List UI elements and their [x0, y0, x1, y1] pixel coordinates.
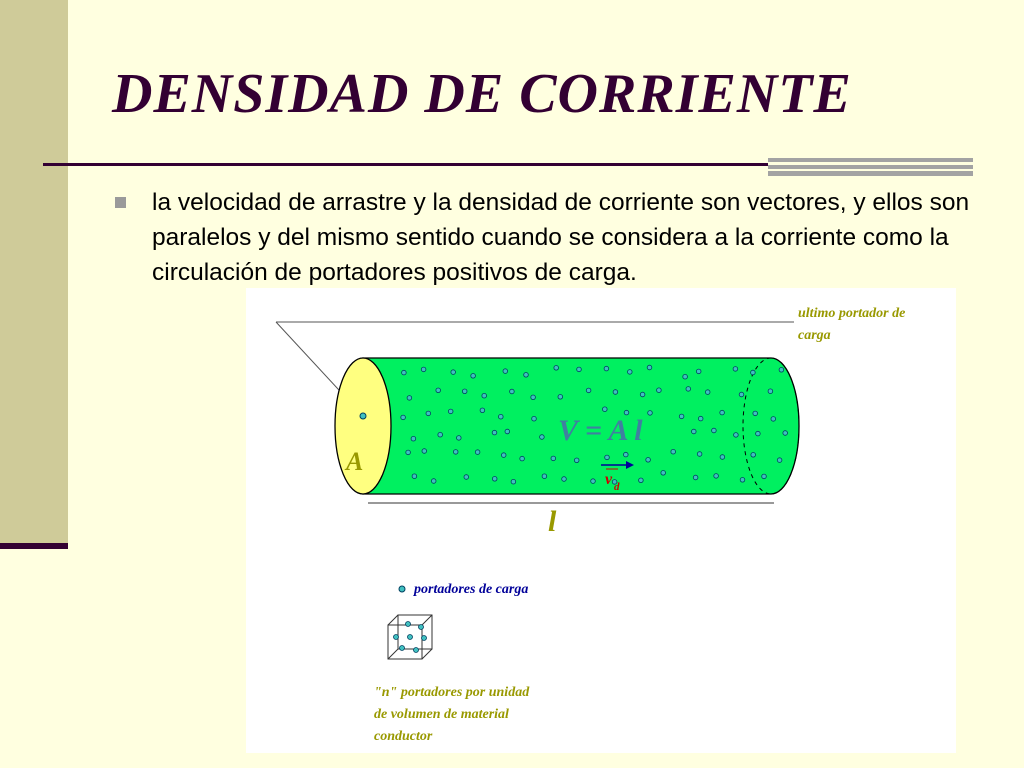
carrier-dot — [733, 367, 738, 372]
carrier-dot — [698, 416, 703, 421]
carrier-dot — [661, 471, 666, 476]
carrier-dot — [426, 411, 431, 416]
carrier-dot — [647, 365, 652, 370]
carrier-dot — [532, 416, 537, 421]
carrier-dot — [692, 429, 697, 434]
left-accent-bar-edge — [0, 543, 68, 549]
carrier-dot — [482, 393, 487, 398]
carrier-dot — [510, 389, 515, 394]
carrier-dot — [540, 435, 545, 440]
carrier-dot — [783, 431, 788, 436]
carrier-dot — [542, 474, 547, 479]
carrier-dot — [679, 414, 684, 419]
carrier-dot — [406, 450, 411, 455]
carrier-dot — [639, 478, 644, 483]
carrier-dot — [693, 475, 698, 480]
carrier-dot — [762, 474, 767, 479]
carrier-dot — [501, 453, 506, 458]
carrier-dot — [686, 387, 691, 392]
last-carrier-dot — [360, 413, 366, 419]
carrier-dot — [480, 408, 485, 413]
carrier-dot — [657, 388, 662, 393]
carrier-dot — [777, 458, 782, 463]
carrier-dot — [438, 432, 443, 437]
carrier-dot — [768, 389, 773, 394]
carrier-dot — [603, 407, 608, 412]
carrier-dot — [648, 411, 653, 416]
bullet-square-icon — [115, 197, 126, 208]
carrier-dot — [624, 452, 629, 457]
decorative-rule-block — [768, 158, 973, 176]
carrier-dot — [475, 450, 480, 455]
carrier-dot — [756, 431, 761, 436]
carrier-dot — [740, 478, 745, 483]
carrier-dot — [671, 449, 676, 454]
carrier-dot — [628, 370, 633, 375]
title-underline — [43, 163, 770, 166]
unit-volume-cube-icon — [388, 615, 432, 659]
carrier-dot — [411, 436, 416, 441]
carrier-dot — [524, 373, 529, 378]
carrier-dot — [492, 430, 497, 435]
carrier-dot — [734, 433, 739, 438]
carrier-dot — [591, 479, 596, 484]
velocity-subscript: d — [614, 481, 620, 493]
carrier-dot — [505, 429, 510, 434]
carrier-dot — [551, 456, 556, 461]
carrier-dot — [739, 392, 744, 397]
carrier-dot — [531, 395, 536, 400]
carrier-dot — [520, 456, 525, 461]
carrier-dot — [771, 417, 776, 422]
carrier-dot — [586, 388, 591, 393]
legend-carrier-dot — [399, 586, 405, 592]
carrier-dot — [640, 392, 645, 397]
carrier-dot — [402, 370, 407, 375]
carrier-dot — [683, 374, 688, 379]
carrier-dot — [464, 475, 469, 480]
last-carrier-label-line1: ultimo portador de — [798, 306, 906, 321]
carrier-dot — [605, 455, 610, 460]
last-carrier-label-line2: carga — [798, 328, 831, 343]
carrier-dot — [720, 455, 725, 460]
carrier-dot — [436, 388, 441, 393]
carrier-dot — [492, 477, 497, 482]
carrier-dot — [696, 369, 701, 374]
carrier-dot — [751, 370, 756, 375]
carrier-dot — [457, 436, 462, 441]
carrier-dot — [720, 410, 725, 415]
carrier-dot — [503, 369, 508, 374]
carrier-dot — [431, 479, 436, 484]
carrier-dot — [753, 411, 758, 416]
area-label: A — [346, 447, 364, 476]
bullet-text: la velocidad de arrastre y la densidad de corriente son vectores, y ellos son paralelos y del mismo sentido cuando se considera a la corriente como la circulación de portadores positivos de carga. — [152, 189, 970, 286]
carrier-dot — [448, 409, 453, 414]
carrier-dot — [511, 479, 516, 484]
carrier-dot — [451, 370, 456, 375]
carrier-dot — [412, 474, 417, 479]
volume-formula: V = A l — [558, 414, 643, 447]
carrier-dot — [714, 474, 719, 479]
carrier-dot — [554, 366, 559, 371]
legend-n-line2: de volumen de material — [374, 707, 509, 722]
velocity-label: v — [605, 471, 613, 488]
carrier-dot — [453, 450, 458, 455]
carrier-dot — [577, 367, 582, 372]
carrier-dot — [705, 390, 710, 395]
left-accent-bar — [0, 0, 68, 545]
carrier-dot — [604, 366, 609, 371]
carrier-dot — [574, 458, 579, 463]
carrier-dot — [558, 395, 563, 400]
carrier-dot — [401, 415, 406, 420]
carrier-dot — [499, 414, 504, 419]
carrier-dot — [462, 389, 467, 394]
carrier-dot — [712, 428, 717, 433]
legend-carriers-label: portadores de carga — [414, 582, 529, 597]
carrier-dot — [613, 390, 618, 395]
carrier-dot — [421, 367, 426, 372]
carrier-dot — [779, 368, 784, 373]
length-label: l — [548, 505, 557, 538]
conductor-diagram — [246, 288, 956, 753]
carrier-dot — [751, 453, 756, 458]
carrier-dot — [562, 477, 567, 482]
legend-n-line1: "n" portadores por unidad — [374, 685, 530, 700]
carrier-dot — [422, 449, 427, 454]
carrier-dot — [471, 374, 476, 379]
carrier-dot — [407, 396, 412, 401]
carrier-dot — [646, 458, 651, 463]
carrier-dot — [697, 452, 702, 457]
legend-n-line3: conductor — [374, 729, 433, 744]
slide-title: DENSIDAD DE CORRIENTE — [112, 63, 852, 125]
